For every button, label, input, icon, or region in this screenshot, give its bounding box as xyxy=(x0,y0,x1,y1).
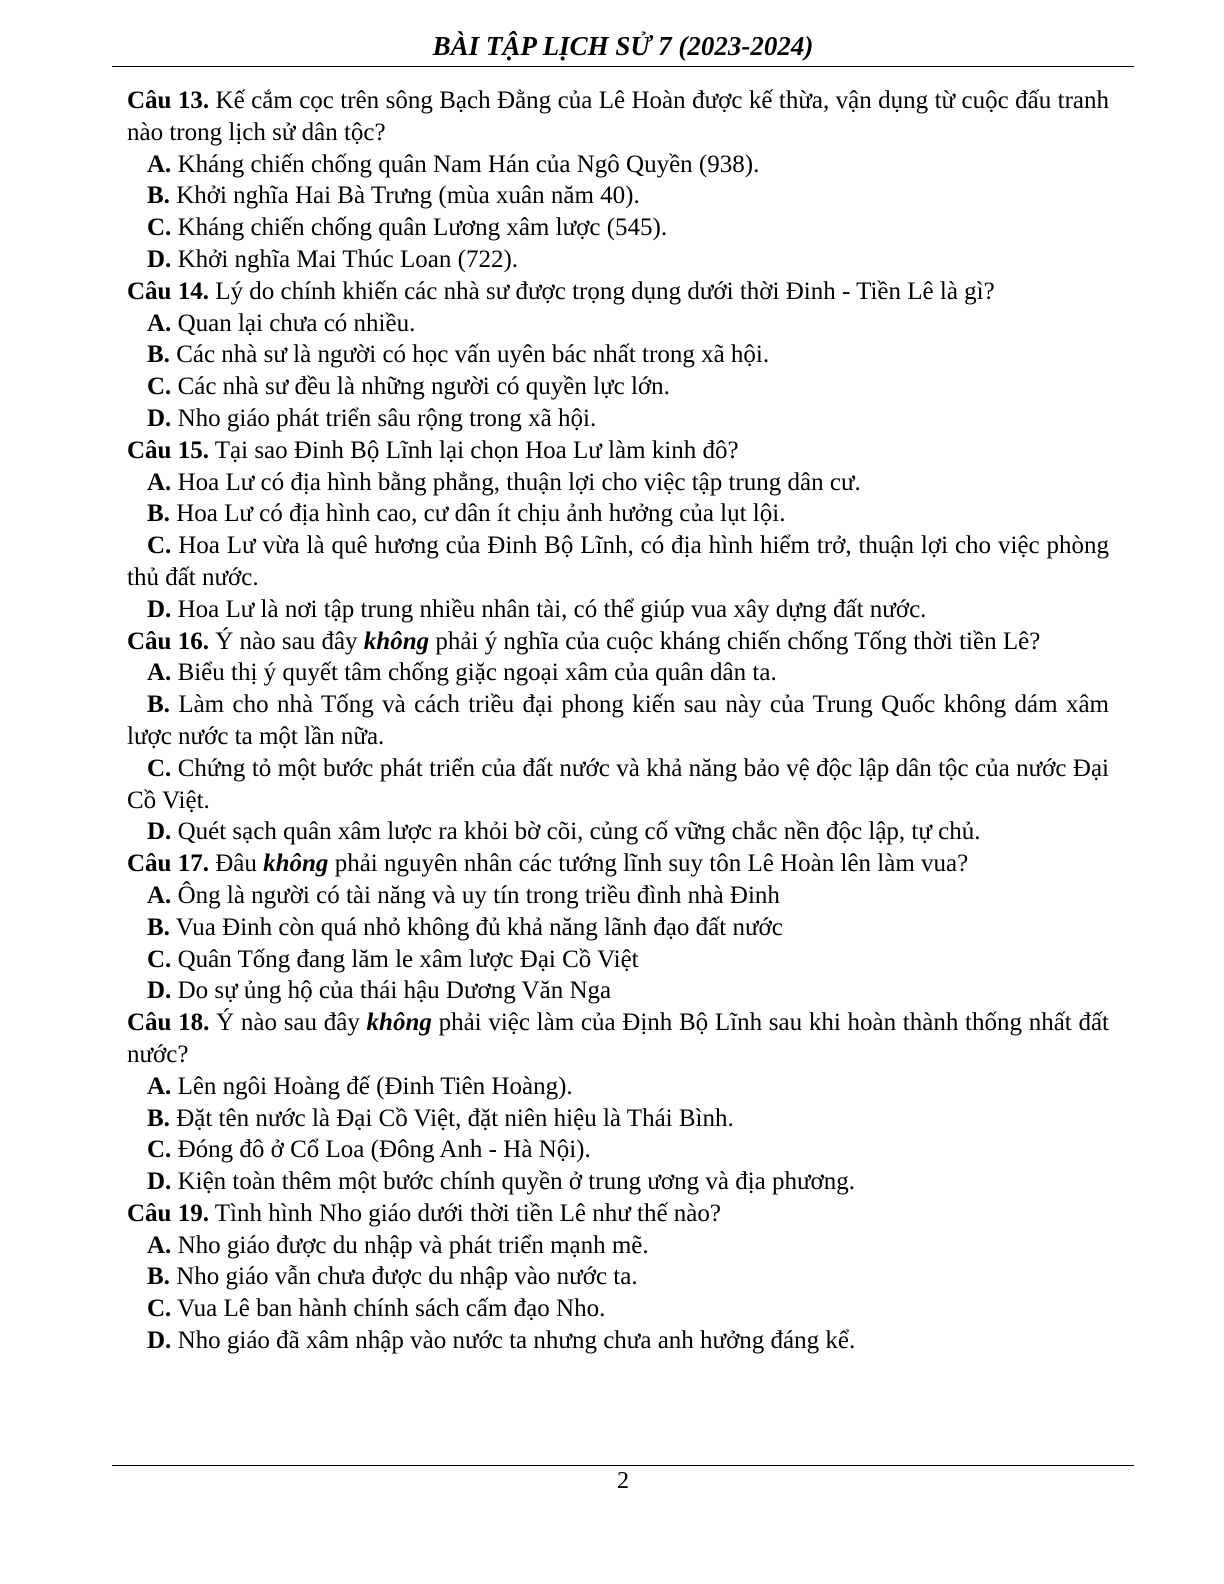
question-text: Lý do chính khiến các nhà sư được trọng dụng dưới thời Đinh - Tiền Lê là gì? xyxy=(208,277,995,305)
page-header-title: BÀI TẬP LỊCH SỬ 7 (2023-2024) xyxy=(432,31,814,61)
question-19 xyxy=(127,1198,1109,1357)
question-label: Câu 15. xyxy=(127,436,209,464)
question-14 xyxy=(127,276,1109,435)
question-label: Câu 18. xyxy=(127,1009,210,1037)
option-letter: D. xyxy=(147,595,172,623)
option-text: Hoa Lư là nơi tập trung nhiều nhân tài, có thể giúp vua xây dựng đất nước. xyxy=(171,595,927,623)
question-18 xyxy=(127,1007,1109,1198)
option-text: Đặt tên nước là Đại Cồ Việt, đặt niên hiệu là Thái Bình. xyxy=(169,1104,734,1132)
option-d xyxy=(127,1166,1109,1198)
option-d xyxy=(127,1325,1109,1357)
option-text: Hoa Lư vừa là quê hương của Đinh Bộ Lĩnh, có địa hình hiểm trở, thuận lợi cho việc phòng thủ đất nước. xyxy=(127,532,1109,591)
option-b xyxy=(127,1261,1109,1293)
option-text: Nho giáo phát triển sâu rộng trong xã hội. xyxy=(171,404,597,432)
option-letter: B. xyxy=(147,913,170,941)
option-text: Kiện toàn thêm một bước chính quyền ở trung ương và địa phương. xyxy=(171,1168,856,1196)
question-list xyxy=(127,85,1109,1357)
question-stem xyxy=(127,435,1109,467)
option-text: Kháng chiến chống quân Nam Hán của Ngô Quyền (938). xyxy=(171,150,760,178)
option-a xyxy=(127,657,1109,689)
option-text: Ông là người có tài năng và uy tín trong triều đình nhà Đinh xyxy=(171,881,780,909)
option-letter: A. xyxy=(147,659,172,687)
option-letter: A. xyxy=(147,1072,172,1100)
question-text: Kế cắm cọc trên sông Bạch Đằng của Lê Hoàn được kế thừa, vận dụng từ cuộc đấu tranh nào trong lịch sử dân tộc? xyxy=(127,87,1109,146)
option-text: Hoa Lư có địa hình cao, cư dân ít chịu ảnh hưởng của lụt lội. xyxy=(169,500,786,528)
option-letter: B. xyxy=(147,1263,170,1291)
option-b xyxy=(127,689,1109,753)
option-letter: D. xyxy=(147,1168,172,1196)
option-b xyxy=(127,339,1109,371)
option-letter: C. xyxy=(147,754,172,782)
header-divider xyxy=(112,66,1134,67)
option-text: Các nhà sư là người có học vấn uyên bác nhất trong xã hội. xyxy=(169,341,770,369)
emphasis-keyword: không xyxy=(366,1009,432,1037)
option-letter: D. xyxy=(147,977,172,1005)
question-15 xyxy=(127,435,1109,626)
question-17 xyxy=(127,848,1109,1007)
option-a xyxy=(127,880,1109,912)
question-label: Câu 14. xyxy=(127,277,209,305)
option-c xyxy=(127,212,1109,244)
option-letter: C. xyxy=(147,214,172,242)
option-text: Hoa Lư có địa hình bằng phẳng, thuận lợi cho việc tập trung dân cư. xyxy=(171,468,861,496)
option-text: Kháng chiến chống quân Lương xâm lược (545). xyxy=(171,214,668,242)
option-letter: D. xyxy=(147,1327,172,1355)
question-text-continued: phải việc làm của Định Bộ Lĩnh sau khi hoàn thành thống nhất đất nước? xyxy=(127,1009,1109,1068)
option-c xyxy=(127,1293,1109,1325)
option-a xyxy=(127,1230,1109,1262)
option-text: Các nhà sư đều là những người có quyền lực lớn. xyxy=(171,373,670,401)
question-stem xyxy=(127,848,1109,880)
question-text: Tại sao Đinh Bộ Lĩnh lại chọn Hoa Lư làm kinh đô? xyxy=(208,436,739,464)
option-text: Nho giáo đã xâm nhập vào nước ta nhưng chưa anh hưởng đáng kể. xyxy=(171,1327,856,1355)
question-stem xyxy=(127,85,1109,149)
option-a xyxy=(127,467,1109,499)
question-16 xyxy=(127,626,1109,849)
option-text: Lên ngôi Hoàng đế (Đinh Tiên Hoàng). xyxy=(171,1072,573,1100)
question-label: Câu 13. xyxy=(127,87,210,114)
option-d xyxy=(127,403,1109,435)
option-text: Vua Lê ban hành chính sách cấm đạo Nho. xyxy=(171,1295,606,1323)
question-stem xyxy=(127,1007,1109,1071)
option-c xyxy=(127,371,1109,403)
option-text: Vua Đinh còn quá nhỏ không đủ khả năng lãnh đạo đất nước xyxy=(169,913,783,941)
option-text: Quân Tống đang lăm le xâm lược Đại Cồ Việt xyxy=(171,945,639,973)
option-letter: C. xyxy=(147,1295,172,1323)
option-text: Chứng tỏ một bước phát triển của đất nước và khả năng bảo vệ độc lập dân tộc của nước Đại Cồ Việt. xyxy=(127,754,1109,814)
option-d xyxy=(127,594,1109,626)
question-13 xyxy=(127,85,1109,276)
option-b xyxy=(127,180,1109,212)
question-text-continued: phải nguyên nhân các tướng lĩnh suy tôn Lê Hoàn lên làm vua? xyxy=(328,850,969,878)
question-text: Ý nào sau đây xyxy=(208,627,364,655)
option-letter: B. xyxy=(147,1104,170,1132)
option-c xyxy=(127,530,1109,594)
option-c xyxy=(127,753,1109,817)
option-c xyxy=(127,944,1109,976)
option-b xyxy=(127,1103,1109,1135)
option-c xyxy=(127,1134,1109,1166)
option-text: Làm cho nhà Tống và cách triều đại phong kiến sau này của Trung Quốc không dám xâm lược nước ta một lần nữa. xyxy=(127,691,1109,750)
emphasis-keyword: không xyxy=(263,850,329,878)
option-text: Khởi nghĩa Mai Thúc Loan (722). xyxy=(171,245,519,273)
option-a xyxy=(127,149,1109,181)
question-stem xyxy=(127,1198,1109,1230)
option-text: Khởi nghĩa Hai Bà Trưng (mùa xuân năm 40). xyxy=(169,182,640,210)
option-d xyxy=(127,975,1109,1007)
emphasis-keyword: không xyxy=(363,627,430,655)
page-number: 2 xyxy=(617,1468,629,1494)
option-text: Nho giáo vẫn chưa được du nhập vào nước ta. xyxy=(169,1263,638,1291)
question-text: Tình hình Nho giáo dưới thời tiền Lê như thế nào? xyxy=(208,1199,721,1227)
option-b xyxy=(127,498,1109,530)
option-letter: B. xyxy=(147,182,170,210)
option-letter: D. xyxy=(147,245,172,273)
option-text: Do sự ủng hộ của thái hậu Dương Văn Nga xyxy=(171,977,612,1005)
option-letter: A. xyxy=(147,881,172,909)
option-a xyxy=(127,1071,1109,1103)
option-letter: B. xyxy=(147,500,170,528)
option-d xyxy=(127,816,1109,848)
option-d xyxy=(127,244,1109,276)
question-text-continued: phải ý nghĩa của cuộc kháng chiến chống Tống thời tiền Lê? xyxy=(429,627,1041,655)
question-text: Đâu xyxy=(208,850,264,878)
option-letter: A. xyxy=(147,1231,172,1259)
option-text: Nho giáo được du nhập và phát triển mạnh mẽ. xyxy=(171,1231,649,1259)
option-letter: C. xyxy=(147,373,172,401)
option-letter: D. xyxy=(147,818,172,846)
option-letter: B. xyxy=(147,691,170,719)
option-text: Biểu thị ý quyết tâm chống giặc ngoại xâm của quân dân ta. xyxy=(171,659,777,687)
option-text: Đóng đô ở Cổ Loa (Đông Anh - Hà Nội). xyxy=(171,1136,591,1164)
option-letter: C. xyxy=(147,1136,172,1164)
option-a xyxy=(127,308,1109,340)
question-label: Câu 19. xyxy=(127,1199,209,1227)
question-label: Câu 16. xyxy=(127,627,209,655)
option-letter: C. xyxy=(147,945,172,973)
question-text: Ý nào sau đây xyxy=(209,1009,367,1037)
option-text: Quan lại chưa có nhiều. xyxy=(171,309,416,337)
question-label: Câu 17. xyxy=(127,850,209,878)
option-letter: A. xyxy=(147,468,172,496)
option-letter: C. xyxy=(147,532,172,560)
question-stem xyxy=(127,276,1109,308)
option-letter: D. xyxy=(147,404,172,432)
option-letter: B. xyxy=(147,341,170,369)
option-b xyxy=(127,912,1109,944)
option-text: Quét sạch quân xâm lược ra khỏi bờ cõi, củng cố vững chắc nền độc lập, tự chủ. xyxy=(171,818,981,846)
question-stem xyxy=(127,626,1109,658)
option-letter: A. xyxy=(147,309,172,337)
option-letter: A. xyxy=(147,150,172,178)
